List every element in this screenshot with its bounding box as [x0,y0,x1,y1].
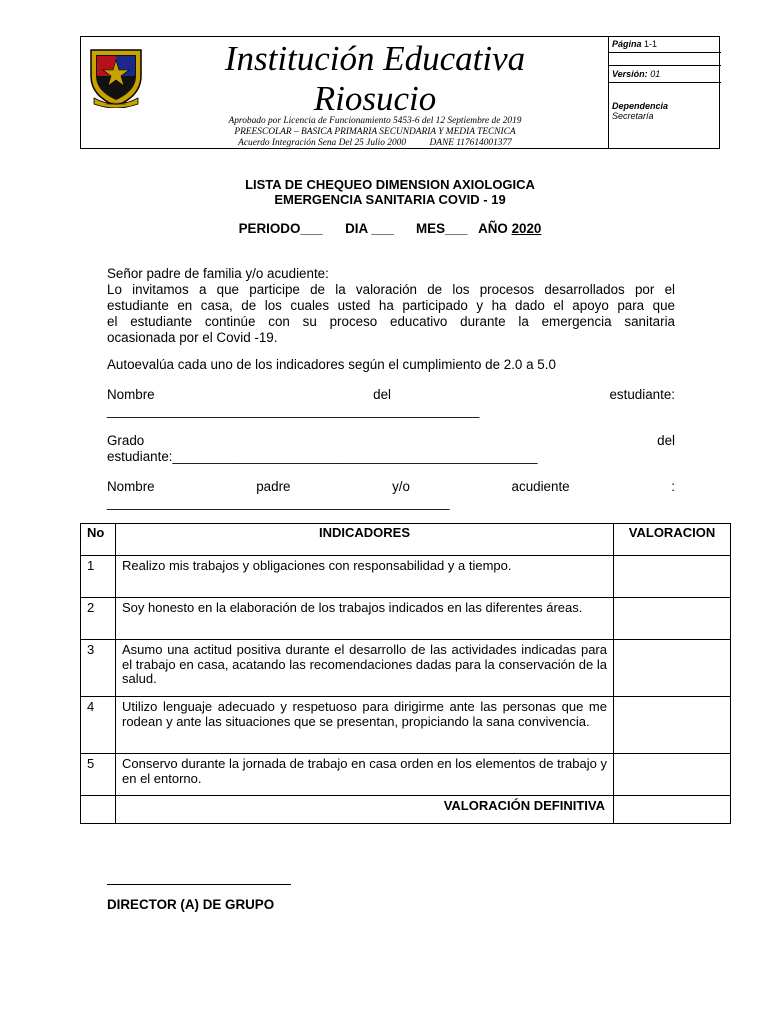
periodo-field[interactable]: PERIODO___ [238,221,323,236]
parent-name-field[interactable]: ______________________________________________ [107,495,450,510]
ano-label: AÑO [478,221,508,236]
valuation-cell[interactable] [614,556,731,598]
valuation-cell[interactable] [614,697,731,754]
parent-name-label: Nombre padre y/o acudiente : [107,479,675,494]
dependency-value: Secretaría [612,111,654,121]
doc-subtitle: EMERGENCIA SANITARIA COVID - 19 [274,192,506,207]
header-no: No [81,524,116,556]
table-row [81,697,731,754]
agreement-text: Acuerdo Integración Sena Del 25 Julio 2000 DANE 117614001377 [238,138,512,148]
title-line-2: Riosucio [313,79,437,118]
intro-line: estudiante en casa, de los cuales usted ha participado y ha dado el apoyo para que [107,298,675,313]
mes-field[interactable]: MES___ [416,221,468,236]
row-indicator: Soy honesto en la elaboración de los trabajos indicados en las diferentes áreas. [116,598,614,640]
version-label: Versión: [612,69,648,79]
student-name-label: Nombre del estudiante: [107,387,675,402]
header-indicators: INDICADORES [116,524,614,556]
intro-line: el estudiante continúe con su proceso educativo durante la emergencia sanitaria [107,314,675,329]
row-number: 1 [81,556,116,598]
final-valuation-label: VALORACIÓN DEFINITIVA [116,796,614,824]
signature-line[interactable] [107,884,291,885]
dependency-label: Dependencia [612,101,669,111]
row-number: 3 [81,640,116,697]
table-row [81,598,731,640]
page-value: 1-1 [644,39,658,49]
period-line [80,221,700,236]
instruction-text: Autoevalúa cada uno de los indicadores según el cumplimiento de 2.0 a 5.0 [107,357,556,372]
final-valuation-row [81,796,731,824]
grade-field[interactable]: estudiante:_________________________________________________ [107,449,538,464]
title-line-1: Institución Educativa [224,39,526,78]
student-name-field[interactable]: __________________________________________________ [107,403,480,418]
greeting: Señor padre de familia y/o acudiente: [107,266,329,281]
grade-label: Grado del [107,433,675,448]
row-indicator: Conservo durante la jornada de trabajo en casa orden en los elementos de trabajo y en el entorno. [116,754,614,796]
final-valuation-cell[interactable] [614,796,731,824]
row-indicator: Realizo mis trabajos y obligaciones con responsabilidad y a tiempo. [116,556,614,598]
institution-title [145,39,605,119]
row-number: 4 [81,697,116,754]
page-label: Página [612,39,642,49]
valuation-cell[interactable] [614,640,731,697]
table-row [81,640,731,697]
dia-field[interactable]: DIA ___ [345,221,394,236]
valuation-cell[interactable] [614,754,731,796]
row-number: 2 [81,598,116,640]
approval-text: Aprobado por Licencia de Funcionamiento 5453-6 del 12 Septiembre de 2019 [228,116,522,126]
valuation-cell[interactable] [614,598,731,640]
row-number: 5 [81,754,116,796]
table-row [81,754,731,796]
signature-label: DIRECTOR (A) DE GRUPO [107,897,275,912]
version-cell [609,65,721,83]
header-valuation: VALORACION [614,524,731,556]
version-value: 01 [650,69,661,79]
document-meta [608,37,721,148]
intro-paragraph [107,282,675,346]
intro-line: ocasionada por el Covid -19. [107,330,278,345]
levels-text: PREESCOLAR – BASICA PRIMARIA SECUNDARIA Y MEDIA TECNICA [234,127,516,137]
row-indicator: Utilizo lenguaje adecuado y respetuoso para dirigirme ante las personas que me rodean y ante las situaciones que se presentan, propiciando la sana convivencia. [116,697,614,754]
intro-line: Lo invitamos a que participe de la valoración de los procesos desarrollados por el [107,282,675,297]
doc-title: LISTA DE CHEQUEO DIMENSION AXIOLOGICA [245,177,535,192]
dependency-cell [609,101,721,141]
ano-value: 2020 [511,221,542,236]
page-cell [609,37,721,53]
table-row [81,556,731,598]
table-header-row [81,524,731,556]
row-indicator: Asumo una actitud positiva durante el desarrollo de las actividades indicadas para el trabajo en casa, acatando las recomendaciones dadas para la conservación de la salud. [116,640,614,697]
document-header [80,36,720,149]
svg-text:RIOSUCIO: RIOSUCIO [106,101,126,106]
institution-shield-logo [88,46,144,108]
indicators-table [80,523,731,824]
